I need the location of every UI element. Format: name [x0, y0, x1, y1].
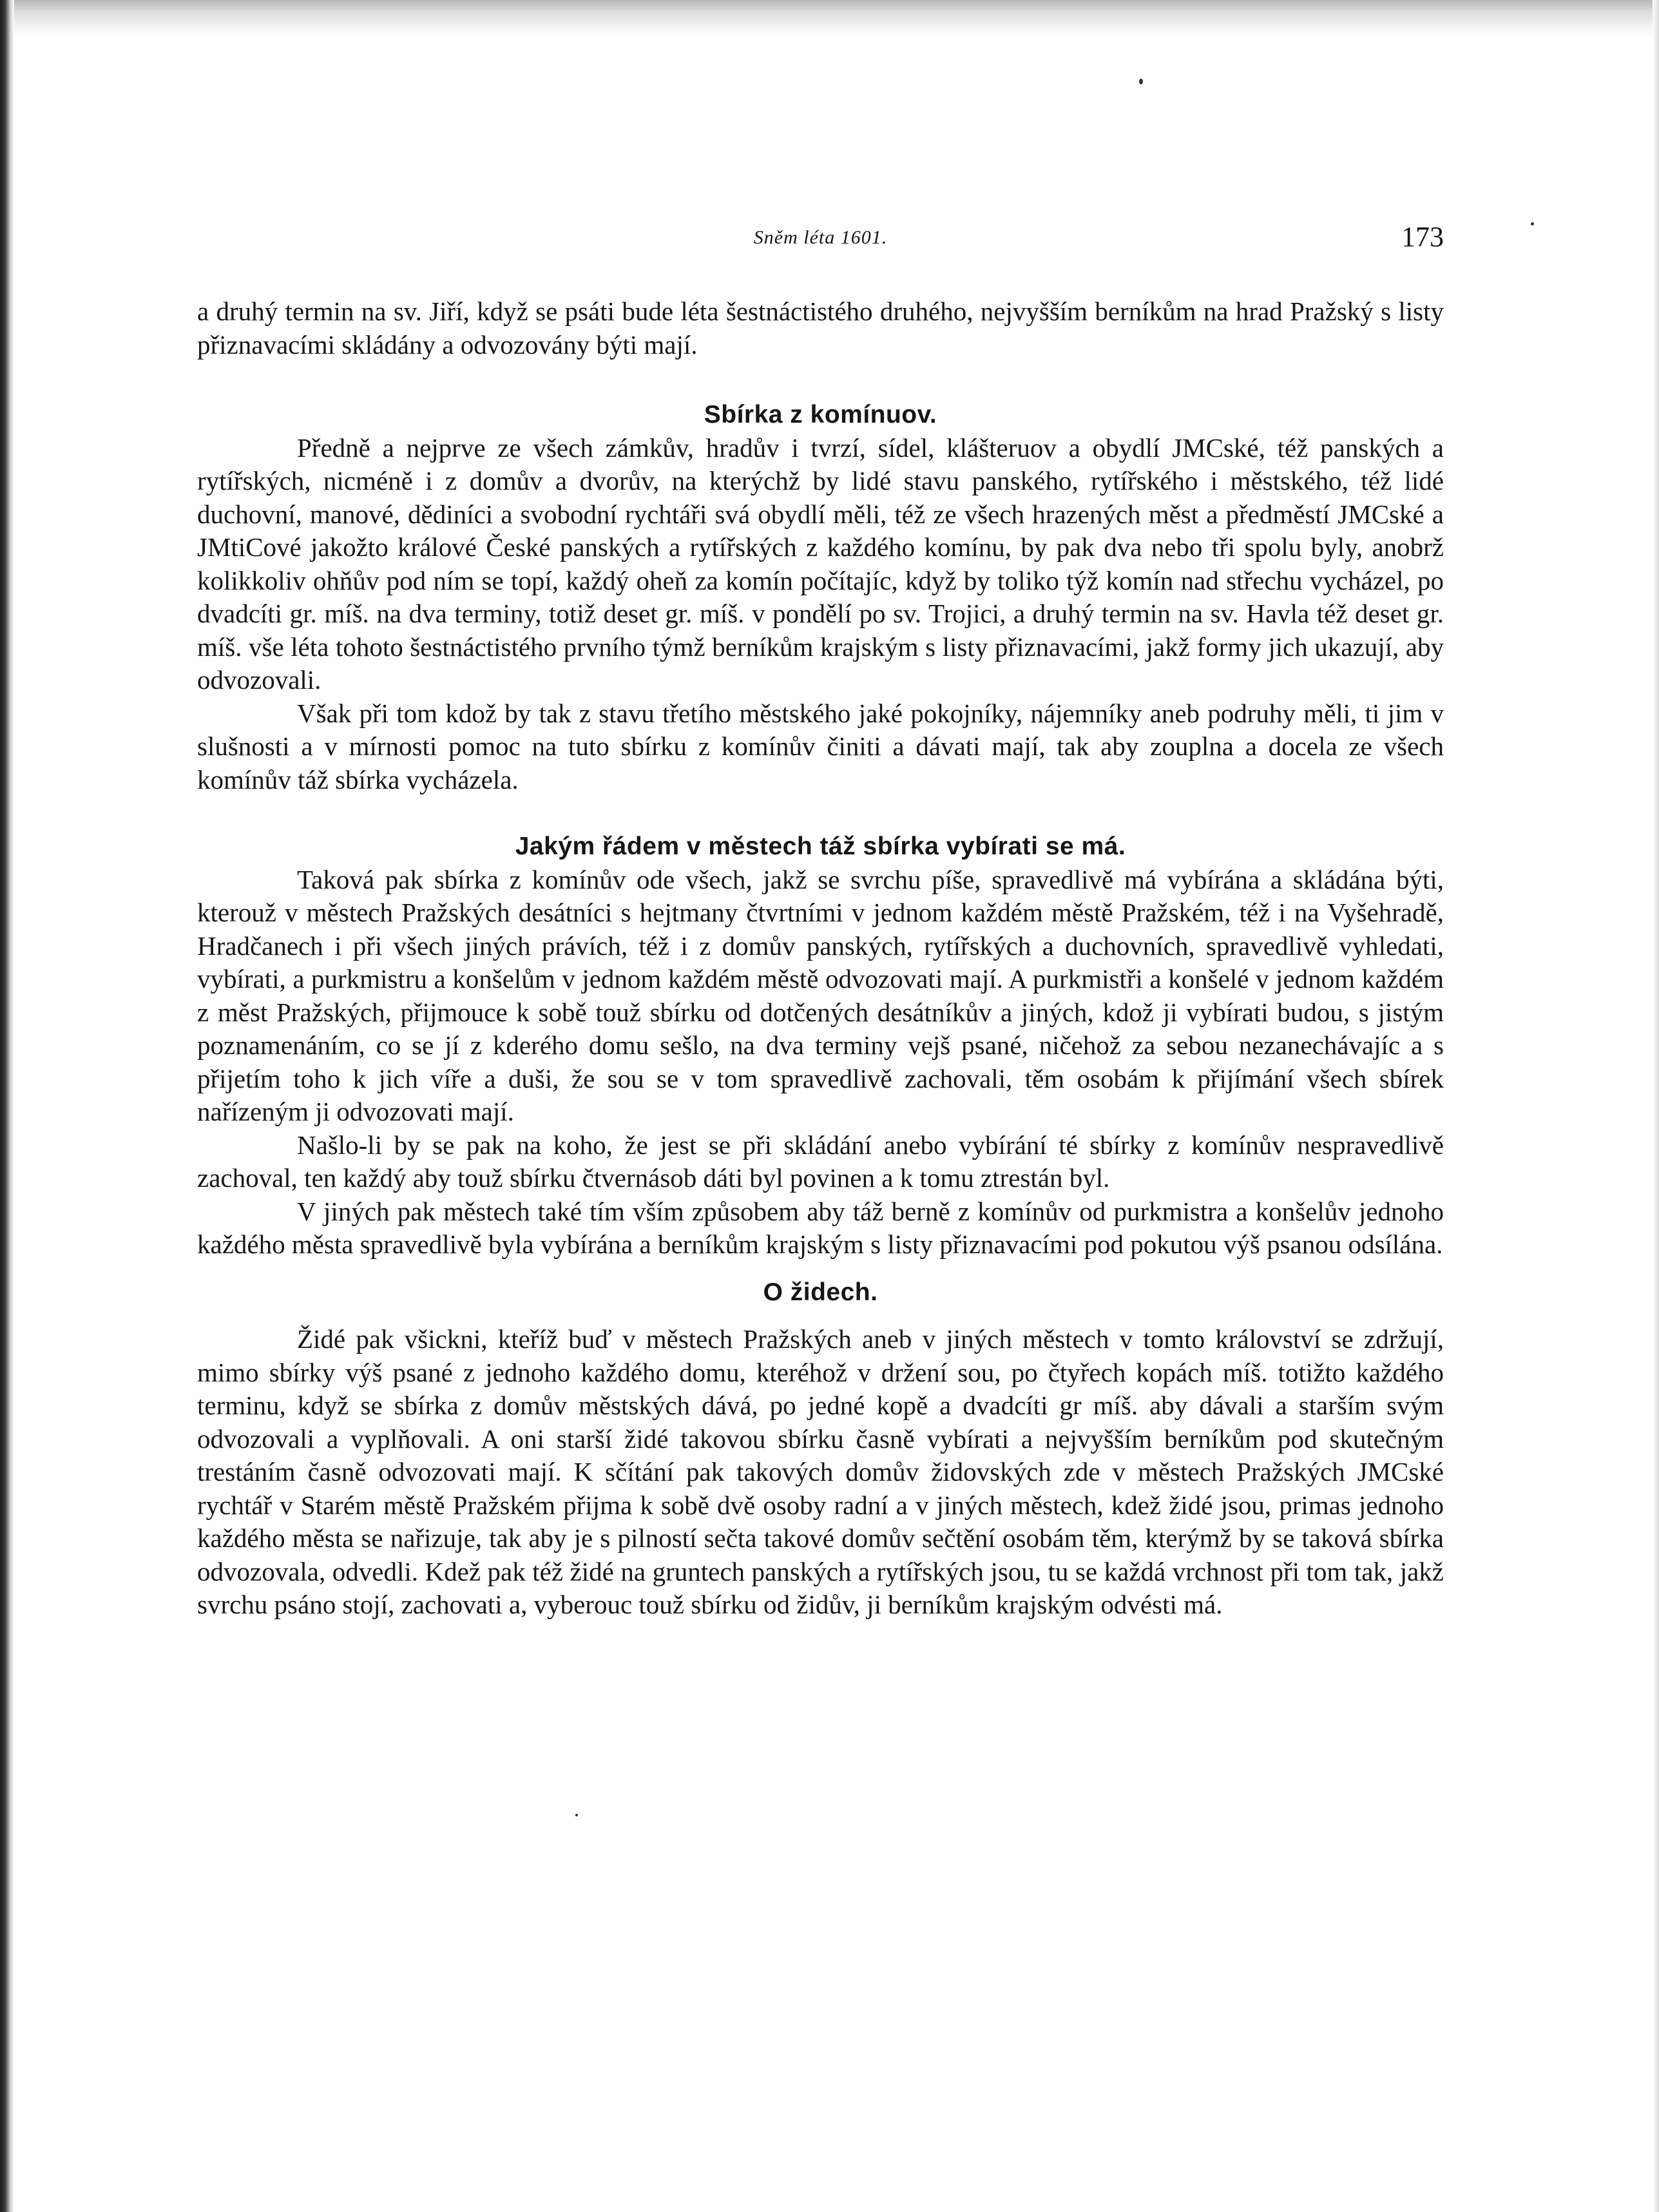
paragraph: Židé pak všickni, kteříž buď v městech Pražských aneb v jiných městech v tomto království se zdržují, mimo sbírky výš psané z jednoho každého domu, kteréhož v držení sou, po čtyřech kopách míš. totižto každého terminu, když se sbírka z domův městských dává, po jedné kopě a dvadcíti gr míš. aby dávali a starším svým odvozovali a vyplňovali. A oni starší židé takovou sbírku časně vybírati a nejvyšším berníkům pod skutečným trestáním časně odvozovati mají. K sčítání pak takových domův židovských zde v městech Pražských JMCské rychtář v Starém městě Pražském přijma k sobě dvě osoby radní a v jiných městech, kdež židé jsou, primas jednoho každého města se nařizuje, tak aby je s pilností sečta takové domův sečtění osobám těm, kterýmž by se taková sbírka odvozovala, odvedli. Kdež pak též židé na gruntech panských a rytířských jsou, tu se každá vrchnost při tom tak, jakž svrchu psáno stojí, zachovati a, vyberouc touž sbírku od židův, ji berníkům krajským odvésti má.: [197, 1324, 1444, 1619]
section-heading-collection-order: Jakým řádem v městech táž sbírka vybírati se má.: [515, 832, 1126, 860]
page-content: [197, 219, 1444, 1622]
paragraph: Taková pak sbírka z komínův ode všech, jakž se svrchu píše, spravedlivě má vybírána a skládána býti, kterouž v městech Pražských desátníci s hejtmany čtvrtními v jednom každém městě Pražském, též i na Vyšehradě, Hradčanech i při všech jiných právích, též i z domův panských, rytířských a duchovních, spravedlivě vyhledati, vybírati, a purkmistru a konšelům v jednom každém městě odvozovati mají. A purkmistři a konšelé v jednom každém z měst Pražských, přijmouce k sobě touž sbírku od dotčených desátníkův a jiných, kdož ji vybírati budou, s jistým poznamenáním, co se jí z kderého domu sešlo, na dva terminy vejš psané, ničehož za sebou nezanechávajíc a s přijetím toho k jich víře a duši, že sou se v tom spravedlivě zachovali, těm osobám k přijímání všech sbírek nařízeným ji odvozovati mají.: [197, 864, 1444, 1126]
paragraph: Však při tom kdož by tak z stavu třetího městského jaké pokojníky, nájemníky aneb podruhy měli, ti jim v slušnosti a v mírnosti pomoc na tuto sbírku z komínův činiti a dávati mají, tak aby zouplna a docela ze všech komínův táž sbírka vycházela.: [197, 698, 1444, 794]
scan-speck: [1139, 79, 1143, 84]
scan-left-edge: [0, 0, 14, 2212]
scan-top-shadow: [0, 0, 1659, 39]
section-heading-jews: O židech.: [763, 1278, 878, 1306]
page-number: 173: [1401, 221, 1444, 253]
running-title: Sněm léta 1601.: [753, 227, 888, 248]
paragraph: Našlo-li by se pak na koho, že jest se při skládání anebo vybírání té sbírky z komínův nespravedlivě zachoval, ten každý aby touž sbírku čtvernásob dáti byl povinen a k tomu ztrestán byl.: [197, 1130, 1444, 1193]
paragraph: Předně a nejprve ze všech zámkův, hradův i tvrzí, sídel, klášteruov a obydlí JMCské, též panských a rytířských, nicméně i z domův a dvorův, na kterýchž by lidé stavu panského, rytířského i městského, též lidé duchovní, manové, dědiníci a svobodní rychtáři svá obydlí měli, též ze všech hrazených měst a předměstí JMCské a JMtiCové jakožto králové České panských a rytířských z každého komínu, by pak dva nebo tři spolu byly, anobrž kolikkoliv ohňův pod ním se topí, každý oheň za komín počítajíc, když by toliko týž komín nad střechu vycházel, po dvadcíti gr. míš. na dva terminy, totiž deset gr. míš. v pondělí po sv. Trojici, a druhý termin na sv. Havla též deset gr. míš. vše léta tohoto šestnáctistého prvního týmž berníkům krajským s listy přiznavacími, jakž formy jich ukazují, aby odvozovali.: [197, 432, 1444, 695]
scan-speck: [1531, 222, 1534, 226]
paragraph: V jiných pak městech také tím vším způsobem aby táž berně z komínův od purkmistra a konšelův jednoho každého města spravedlivě byla vybírána a berníkům krajským s listy přiznavacími pod pokutou výš psanou odsílána.: [197, 1196, 1444, 1259]
paragraph-continuation: a druhý termin na sv. Jiří, když se psáti bude léta šestnáctistého druhého, nejvyšším berníkům na hrad Pražský s listy přiznavacími skládány a odvozovány býti mají.: [197, 296, 1444, 360]
scan-speck: [575, 1814, 578, 1816]
scan-right-edge: [1653, 0, 1659, 2212]
section-heading-chimneys: Sbírka z komínuov.: [704, 401, 937, 428]
running-head: [197, 219, 1444, 264]
